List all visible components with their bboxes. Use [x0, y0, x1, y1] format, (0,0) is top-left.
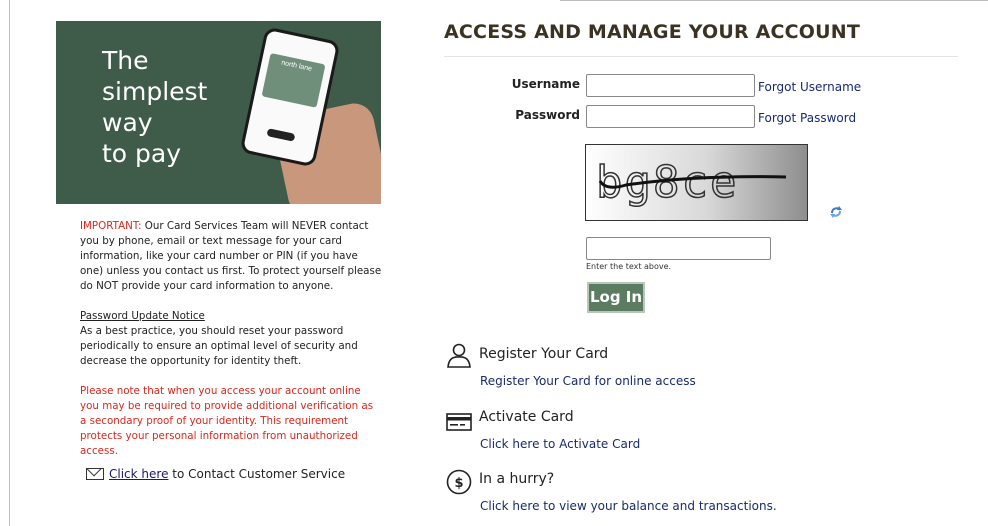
update-text: As a best practice, you should reset your password periodically to ensure an optimal level of security and decrease the opportunity for identity theft.: [80, 325, 358, 367]
password-label: Password: [515, 108, 580, 122]
contact-row: [86, 467, 345, 481]
promo-text: [102, 45, 207, 169]
username-input[interactable]: [586, 74, 755, 97]
top-border: [560, 0, 988, 1]
page-title: ACCESS AND MANAGE YOUR ACCOUNT: [444, 21, 861, 43]
user-icon: [446, 342, 472, 368]
verification-notice: Please note that when you access your account online you may be required to provide additional verification as a secondary proof of your identity. This requirement protects your personal information from unauthorized access.: [80, 385, 374, 457]
captcha-input[interactable]: [586, 237, 771, 260]
hurry-heading: In a hurry?: [479, 471, 555, 487]
envelope-icon: [86, 468, 104, 480]
credit-card-icon: [446, 409, 472, 435]
update-title: Password Update Notice: [80, 310, 205, 322]
important-notice: [80, 219, 382, 294]
important-text: Our Card Services Team will NEVER contact you by phone, email or text message for your card information, like your card number or PIN (if you have one) unless you contact us first. To protect yourself please do NOT provide your card information to anyone.: [80, 220, 382, 292]
username-label: Username: [511, 77, 580, 91]
dollar-icon: [446, 469, 472, 495]
promo-line: simplest: [102, 77, 208, 106]
activate-card-link[interactable]: Click here to Activate Card: [480, 437, 641, 451]
promo-line: The: [102, 46, 149, 75]
promo-line: to pay: [102, 139, 182, 168]
svg-text:$: $: [454, 476, 464, 491]
forgot-username-link[interactable]: Forgot Username: [758, 80, 862, 94]
contact-link[interactable]: Click here: [109, 467, 169, 481]
activate-heading: Activate Card: [479, 409, 574, 425]
register-heading: Register Your Card: [479, 346, 609, 362]
forgot-password-link[interactable]: Forgot Password: [758, 111, 857, 125]
view-balance-link[interactable]: Click here to view your balance and transactions.: [480, 499, 777, 513]
captcha-noise: [586, 145, 808, 221]
left-border: [9, 0, 10, 526]
phone-card-image: north lane: [262, 53, 326, 108]
title-divider: [444, 56, 958, 57]
login-button[interactable]: Log In: [587, 282, 645, 313]
password-update-notice: [80, 309, 382, 369]
password-input[interactable]: [586, 105, 755, 128]
captcha-image: [585, 144, 808, 221]
promo-line: way: [102, 108, 153, 137]
important-label: IMPORTANT:: [80, 220, 142, 232]
refresh-captcha-icon[interactable]: [829, 205, 843, 219]
captcha-text: bg8ce: [596, 157, 739, 208]
phone-button-graphic: [266, 128, 295, 142]
captcha-hint: Enter the text above.: [586, 262, 672, 271]
promo-banner: [56, 21, 381, 204]
contact-text: to Contact Customer Service: [168, 467, 346, 481]
register-card-link[interactable]: Register Your Card for online access: [480, 374, 696, 388]
